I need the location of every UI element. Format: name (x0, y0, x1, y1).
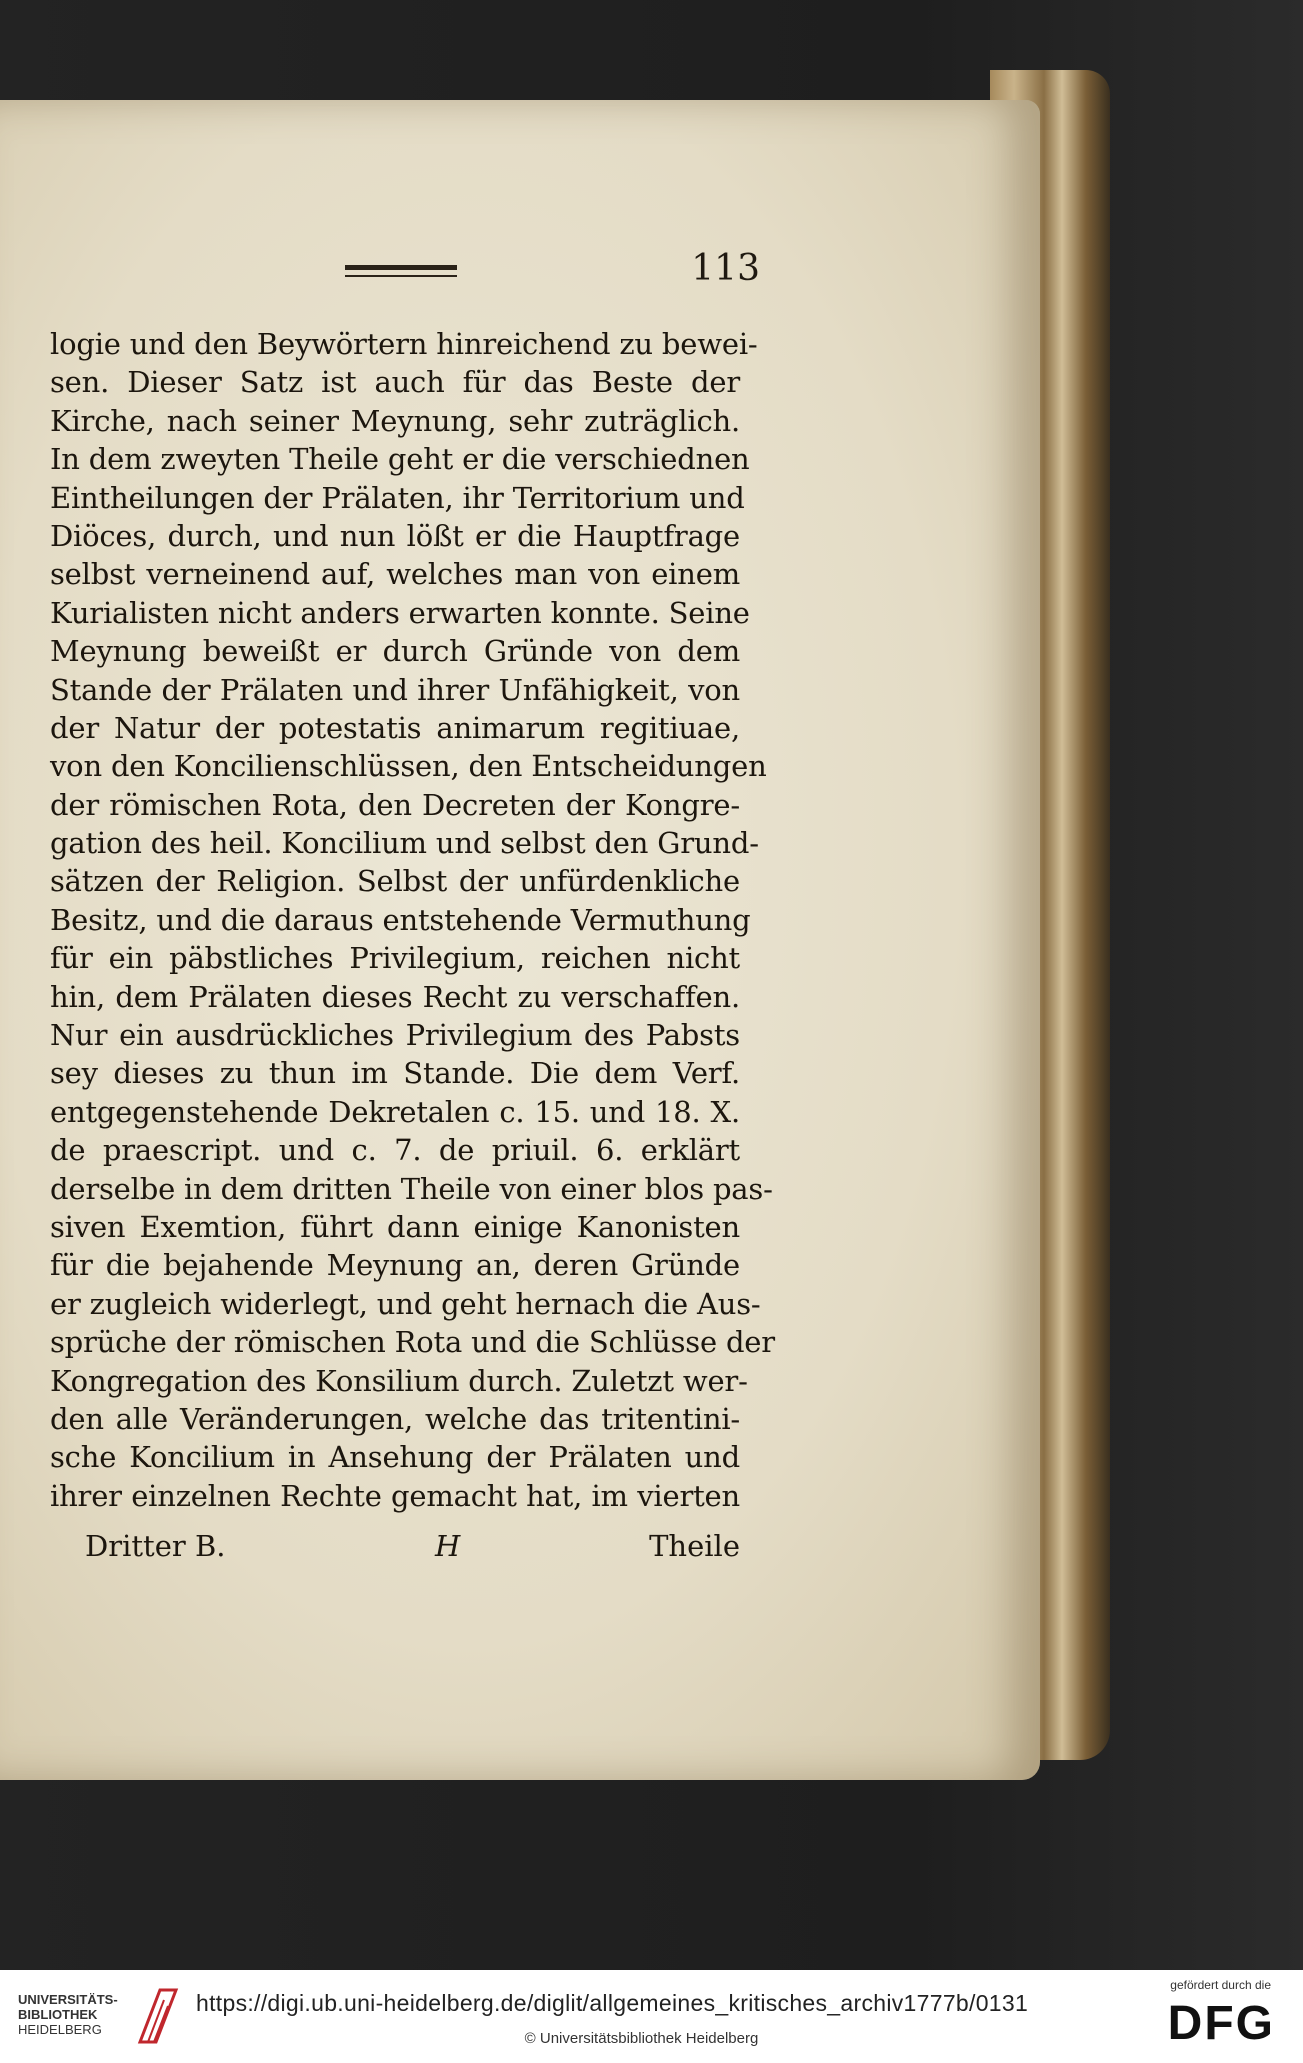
text-line: den alle Veränderungen, welche das tritentini- (50, 1401, 740, 1436)
text-line: Nur ein ausdrückliches Privilegium des Pabsts (50, 1018, 740, 1053)
dfg-logo[interactable]: DFG (1167, 1997, 1275, 2050)
text-line: selbst verneinend auf, welches man von einem (50, 557, 740, 592)
text-line: ihrer einzelnen Rechte gemacht hat, im vierten (50, 1478, 740, 1513)
viewer-footer-bar (0, 1970, 1303, 2063)
text-line: für ein päbstliches Privilegium, reichen nicht (50, 941, 740, 976)
text-line: er zugleich widerlegt, und geht hernach die Aus- (50, 1286, 761, 1321)
copyright-text: © Universitätsbibliothek Heidelberg (524, 2030, 759, 2047)
text-line: siven Exemtion, führt dann einige Kanonisten (50, 1209, 740, 1244)
text-line: In dem zweyten Theile geht er die verschiednen (50, 442, 750, 477)
library-name-line2: BIBLIOTHEK (18, 2007, 98, 2022)
text-line: Kirche, nach seiner Meynung, sehr zuträglich. (50, 403, 740, 438)
library-name-line1: UNIVERSITÄTS- (18, 1992, 118, 2007)
text-line: Kurialisten nicht anders erwarten konnte. Seine (50, 595, 750, 630)
text-line: logie und den Beywörtern hinreichend zu bewei- (50, 327, 758, 361)
text-line: entgegenstehende Dekretalen c. 15. und 18. X. (50, 1094, 740, 1129)
text-line: sen. Dieser Satz ist auch für das Beste der (50, 365, 740, 400)
text-line: für die bejahende Meynung an, deren Gründe (50, 1248, 740, 1283)
catchword: Theile (649, 1529, 740, 1563)
text-line: sprüche der römischen Rota und die Schlüsse der (50, 1325, 775, 1360)
page-number: 113 (691, 248, 760, 289)
text-line: derselbe in dem dritten Theile von einer blos pas- (50, 1171, 773, 1206)
page-footer (85, 1526, 740, 1566)
signature-mark: Dritter B. (85, 1529, 226, 1563)
text-line: Besitz, und die daraus entstehende Vermuthung (50, 902, 751, 937)
text-line: Stande der Prälaten und ihrer Unfähigkeit, von (50, 672, 740, 707)
text-line: hin, dem Prälaten dieses Recht zu verschaffen. (50, 979, 740, 1014)
text-line: Eintheilungen der Prälaten, ihr Territorium und (50, 480, 745, 515)
signature-letter: H (435, 1529, 461, 1563)
text-line: sey dieses zu thun im Stande. Die dem Verf. (50, 1056, 740, 1091)
body-text (50, 325, 775, 1515)
text-line: der römischen Rota, den Decreten der Kongre- (50, 787, 740, 822)
permalink-url[interactable]: https://digi.ub.uni-heidelberg.de/diglit/allgemeines_kritisches_archiv1777b/0131 (196, 1990, 1029, 2016)
text-line: de praescript. und c. 7. de priuil. 6. erklärt (50, 1133, 740, 1168)
text-line: Kongregation des Konsilium durch. Zuletzt wer- (50, 1363, 748, 1398)
text-line: gation des heil. Koncilium und selbst den Grund- (50, 826, 759, 861)
copyright-notice (0, 2030, 1303, 2047)
text-line: sche Koncilium in Ansehung der Prälaten und (50, 1440, 740, 1475)
text-line: sätzen der Religion. Selbst der unfürdenkliche (50, 864, 740, 899)
header-rule (345, 265, 457, 277)
text-line: von den Koncilienschlüssen, den Entscheidungen (50, 749, 767, 784)
library-name-line3: HEIDELBERG (18, 2022, 102, 2037)
text-line: Diöces, durch, und nun lößt er die Hauptfrage (50, 518, 740, 553)
funding-note: gefördert durch die (1170, 1978, 1271, 1992)
text-line: der Natur der potestatis animarum regitiuae, (50, 710, 740, 745)
text-line: Meynung beweißt er durch Gründe von dem (50, 634, 740, 669)
